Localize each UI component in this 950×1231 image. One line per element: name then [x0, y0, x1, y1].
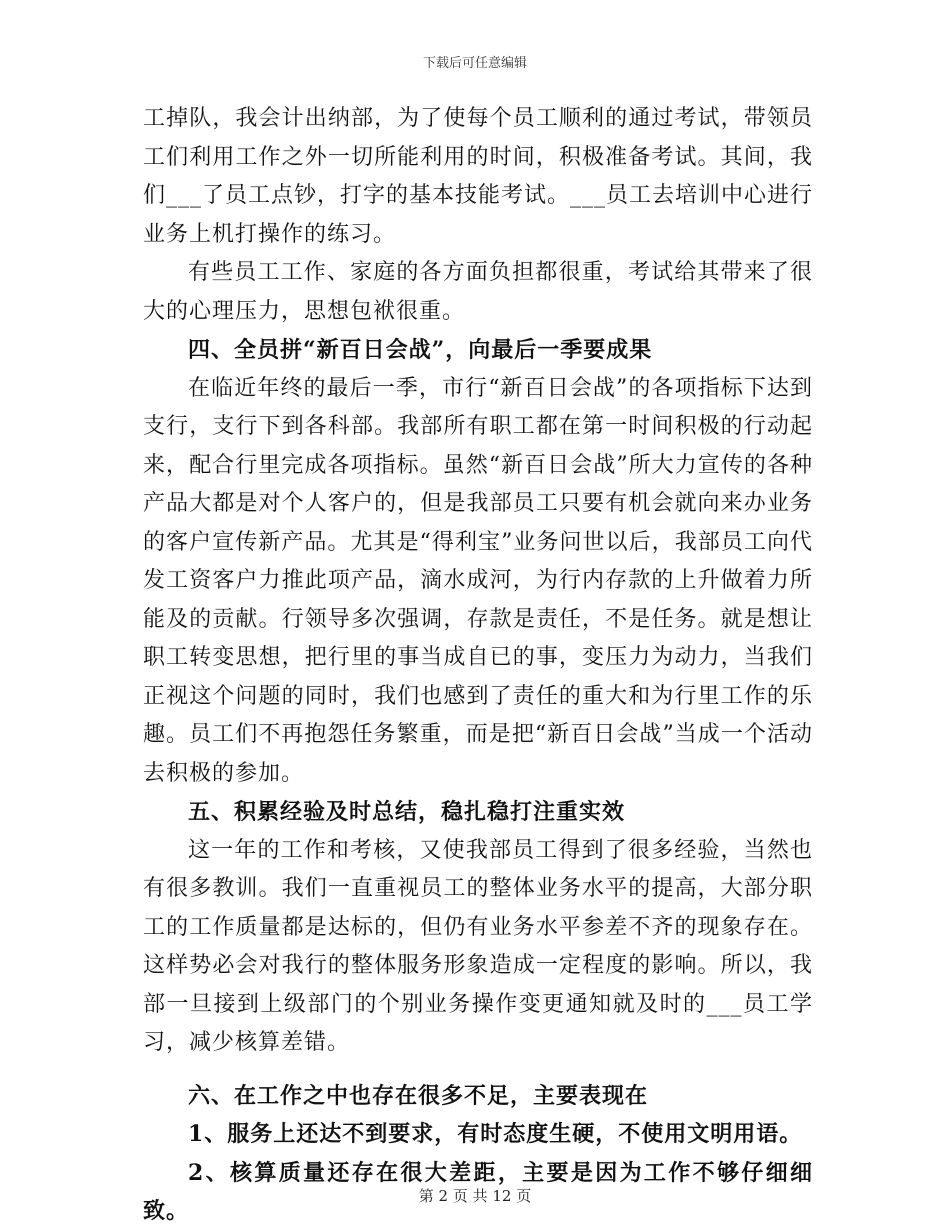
- page-footer: 第 2 页 共 12 页: [418, 1187, 532, 1205]
- page-header: 下载后可任意编辑: [422, 56, 527, 71]
- body-paragraph: 这一年的工作和考核，又使我部员工得到了很多经验，当然也有很多教训。我们一直重视员工的整体业务水平的提高，大部分职工的工作质量都是达标的，但仍有业务水平参差不齐的现象存在。这样势必会对我行的整体服务形象造成一定程度的影响。所以，我部一旦接到上级部门的个别业务操作变更通知就及时的___员工学习，减少核算差错。: [143, 837, 813, 1055]
- section-heading-6: 六、在工作之中也存在很多不足，主要表现在: [188, 1082, 649, 1109]
- section-heading-4: 四、全员拼“新百日会战”，向最后一季要成果: [188, 337, 653, 363]
- body-paragraph: 有些员工工作、家庭的各方面负担都很重，考试给其带来了很大的心理压力，思想包袱很重。: [143, 260, 813, 324]
- list-item-2: 2、核算质量还存在很大差距，主要是因为工作不够仔细细致。: [143, 1159, 813, 1224]
- body-paragraph: 工掉队，我会计出纳部，为了使每个员工顺利的通过考试，带领员工们利用工作之外一切所能利用的时间，积极准备考试。其间，我们___了员工点钞，打字的基本技能考试。___员工去培训中心进行业务上机打操作的练习。: [143, 106, 814, 247]
- list-item-1: 1、服务上还达不到要求，有时态度生硬，不使用文明用语。: [188, 1121, 803, 1147]
- document-body: [143, 100, 813, 1231]
- section-heading-5: 五、积累经验及时总结，稳扎稳打注重实效: [188, 799, 626, 825]
- body-paragraph: 在临近年终的最后一季，市行“新百日会战”的各项指标下达到支行，支行下到各科部。我部所有职工都在第一时间积极的行动起来，配合行里完成各项指标。虽然“新百日会战”所大力宣传的各种产品大都是对个人客户的，但是我部员工只要有机会就向来办业务的客户宣传新产品。尤其是“得利宝”业务问世以后，我部员工向代发工资客户力推此项产品，滴水成河，为行内存款的上升做着力所能及的贡献。行领导多次强调，存款是责任，不是任务。就是想让职工转变思想，把行里的事当成自已的事，变压力为动力，当我们正视这个问题的同时，我们也感到了责任的重大和为行里工作的乐趣。员工们不再抱怨任务繁重，而是把“新百日会战”当成一个活动去积极的参加。: [143, 375, 813, 786]
